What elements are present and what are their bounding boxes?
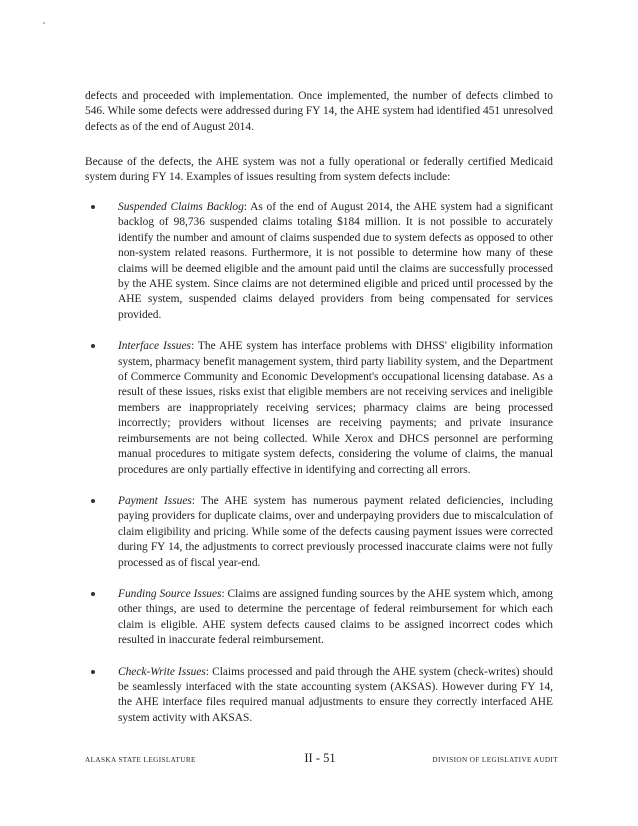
- list-item-check-write-issues: [85, 665, 553, 727]
- footer-division: DIVISION OF LEGISLATIVE AUDIT: [432, 756, 558, 764]
- bullet-text: : The AHE system has interface problems with DHSS' eligibility information system, pharmacy benefit management system, third party liability system, and the Department of Commerce Community and Economic Development's occupational licensing database. As a result of these issues, risks exist that eligible members are not receiving services and ineligible members are inappropriately receiving services; pharmacy claims are being processed incorrectly; providers without licenses are receiving payments; and private insurance reimbursements are not being collected. While Xerox and DHCS personnel are performing manual procedures to mitigate system defects, considering the volume of claims, the manual procedures are only partially effective in identifying and correcting all errors.: [118, 340, 553, 476]
- list-item-funding-source-issues: [85, 587, 553, 649]
- list-item-payment-issues: [85, 494, 553, 571]
- issues-list: [85, 200, 553, 726]
- bullet-icon: [91, 205, 95, 209]
- bullet-text: : Claims processed and paid through the AHE system (check-writes) should be seamlessly interfaced with the state accounting system (AKSAS). However during FY 14, the AHE interface files required manual adjustments to ensure they correctly interfaced AHE system activity with AKSAS.: [118, 665, 553, 724]
- bullet-text: : The AHE system has numerous payment related deficiencies, including paying providers for duplicate claims, over and underpaying providers due to miscalculation of claim eligibility and pricing. While some of the defects causing payment issues were corrected during FY 14, the adjustments to correct previously processed inaccurate claims were not fully processed as of fiscal year-end.: [118, 494, 553, 569]
- list-item-interface-issues: [85, 339, 553, 478]
- bullet-icon: [91, 344, 95, 348]
- list-item-suspended-claims: [85, 200, 553, 323]
- bullet-lead: Suspended Claims Backlog: [118, 201, 244, 213]
- paragraph-defects-intro: Because of the defects, the AHE system was not a fully operational or federally certified Medicaid system during FY 14. Examples of issues resulting from system defects include:: [85, 156, 553, 184]
- page-number: II - 51: [304, 751, 336, 765]
- scan-speck: [43, 22, 45, 24]
- bullet-icon: [91, 499, 95, 503]
- bullet-lead: Check-Write Issues: [118, 665, 206, 678]
- bullet-text: : As of the end of August 2014, the AHE system had a significant backlog of 98,736 suspended claims totaling $184 million. It is not possible to accurately identify the number and amount of claims suspended due to system defects as opposed to other non-system related reasons. Furthermore, it is not possible to determine how many of these claims will be deemed eligible and the amount paid until the claims are successfully processed by the AHE system. Since claims are not determined eligible and priced until processed by the AHE system, suspended claims delayed providers from being compensated for services provided.: [118, 201, 553, 321]
- bullet-icon: [91, 592, 95, 596]
- bullet-lead: Funding Source Issues: [118, 587, 222, 600]
- bullet-text: : Claims are assigned funding sources by the AHE system which, among other things, are used to determine the percentage of federal reimbursement for which each claim is eligible. AHE system defects caused claims to be assigned incorrect codes which resulted in inaccurate federal reimbursement.: [118, 587, 553, 647]
- bullet-lead: Interface Issues: [118, 340, 191, 353]
- bullet-icon: [91, 670, 95, 674]
- bullet-lead: Payment Issues: [118, 494, 192, 507]
- footer-organization: ALASKA STATE LEGISLATURE: [85, 756, 196, 764]
- paragraph-defects-count: defects and proceeded with implementation. Once implemented, the number of defects climbed to 546. While some defects were addressed during FY 14, the AHE system had identified 451 unresolved defects as of the end of August 2014.: [85, 90, 553, 133]
